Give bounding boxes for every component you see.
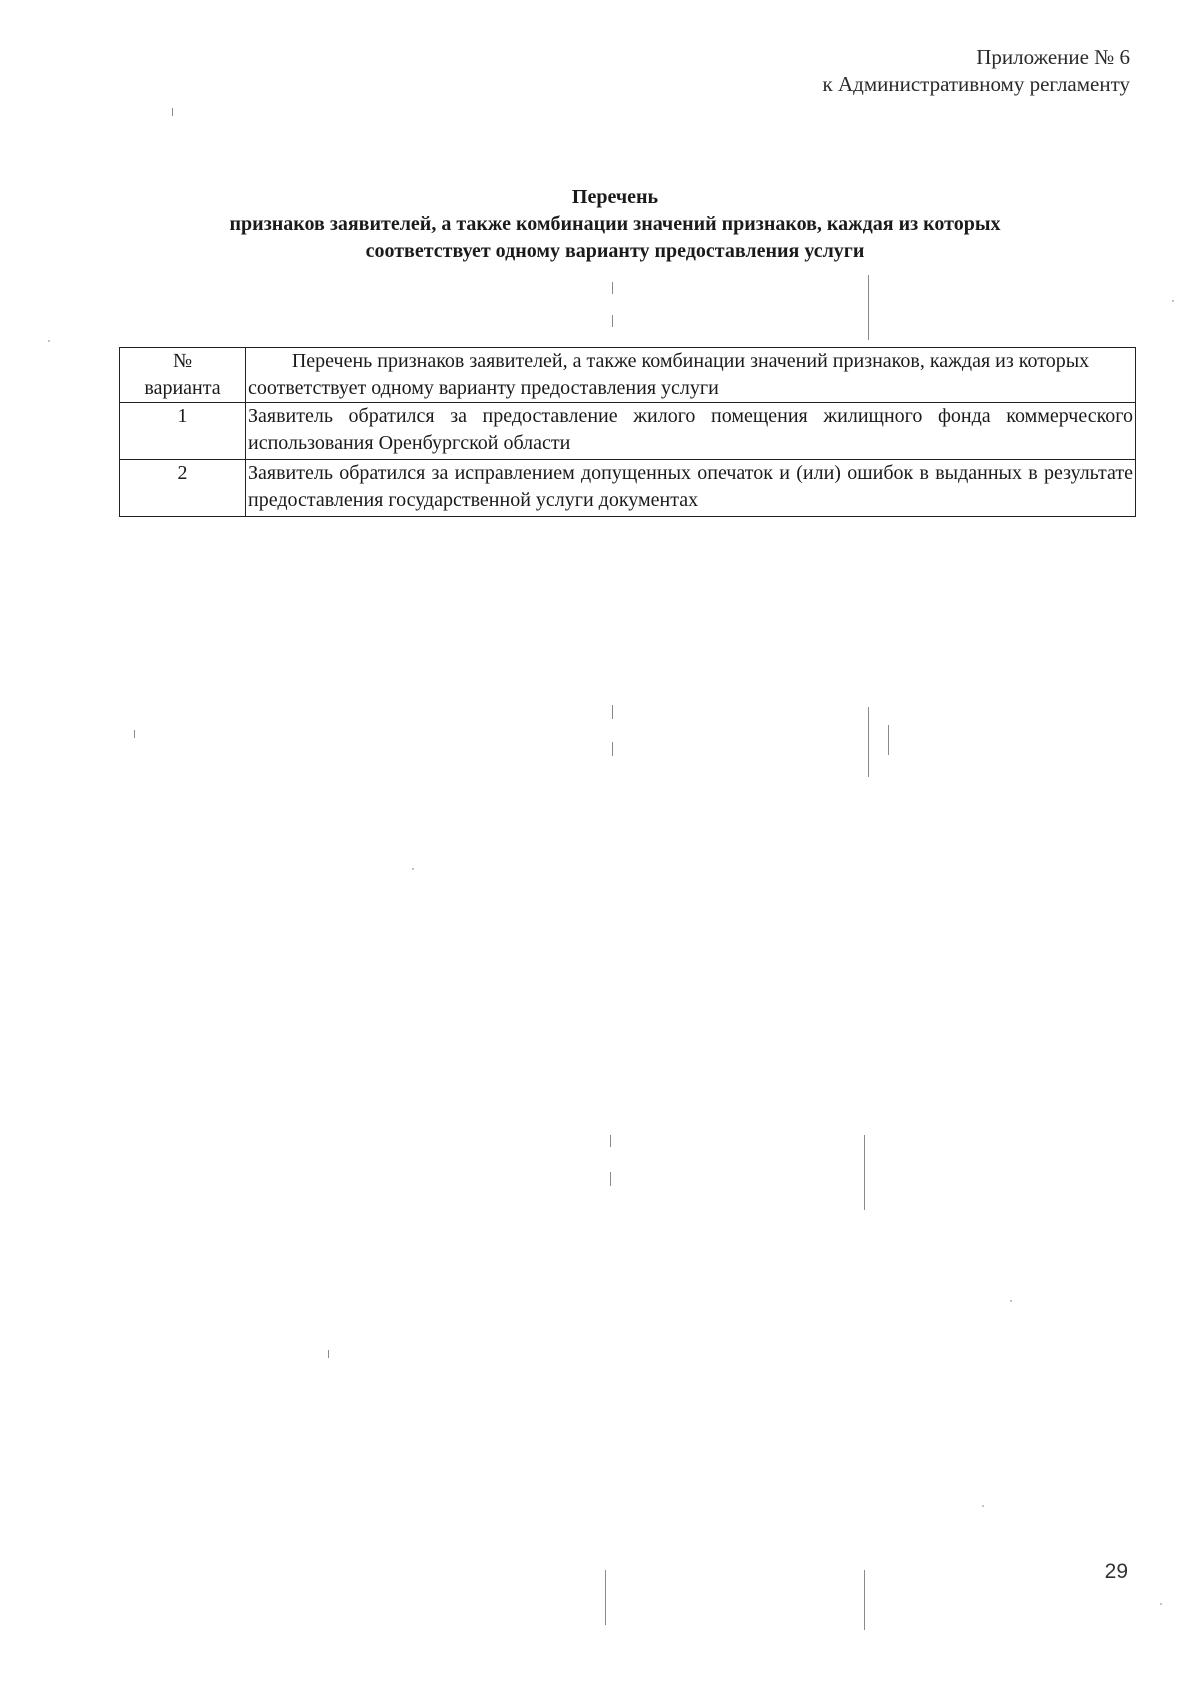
appendix-header (823, 44, 1130, 98)
row-variant-number: 2 (120, 460, 246, 517)
header-num-symbol: № (172, 350, 193, 372)
scan-artifact (868, 707, 869, 777)
variants-table (119, 347, 1136, 517)
document-title (150, 184, 1080, 265)
header-description: Перечень признаков заявителей, а также комбинации значений признаков, каждая из которых соответствует одному варианту предоставления услуги (246, 348, 1136, 403)
scan-artifact (48, 340, 50, 342)
table-row (120, 403, 1136, 460)
scan-artifact (612, 705, 613, 719)
scan-artifact (612, 315, 613, 327)
table-row (120, 460, 1136, 517)
appendix-reference: к Административному регламенту (822, 72, 1130, 96)
scan-artifact (412, 868, 414, 870)
header-variant-number (120, 348, 246, 403)
scan-artifact (605, 1570, 606, 1625)
scan-artifact (864, 1135, 865, 1210)
scan-artifact (868, 275, 869, 340)
scan-artifact (1160, 1603, 1162, 1605)
scan-artifact (864, 1570, 865, 1630)
scan-artifact (610, 1172, 611, 1186)
header-num-label: варианта (144, 377, 221, 399)
scan-artifact (610, 1135, 611, 1147)
scan-artifact (134, 730, 135, 738)
row-variant-number: 1 (120, 403, 246, 460)
row-description: Заявитель обратился за предоставление жилого помещения жилищного фонда коммерческого использования Оренбургской области (246, 403, 1136, 460)
appendix-number: Приложение № 6 (976, 45, 1130, 69)
page-number: 29 (1104, 1560, 1128, 1583)
scan-artifact (612, 282, 613, 294)
scan-artifact (172, 108, 173, 116)
scan-artifact (888, 725, 889, 755)
table-header-row (120, 348, 1136, 403)
title-line-1: Перечень (571, 186, 659, 208)
scan-artifact (1172, 300, 1174, 302)
scan-artifact (612, 742, 613, 756)
scan-artifact (982, 1505, 984, 1507)
scan-artifact (328, 1350, 329, 1358)
scan-artifact (1010, 1300, 1012, 1302)
row-description: Заявитель обратился за исправлением допущенных опечаток и (или) ошибок в выданных в результате предоставления государственной услуги документах (246, 460, 1136, 517)
title-line-3: соответствует одному варианту предоставления услуги (365, 240, 865, 262)
title-line-2: признаков заявителей, а также комбинации значений признаков, каждая из которых (229, 213, 1001, 235)
